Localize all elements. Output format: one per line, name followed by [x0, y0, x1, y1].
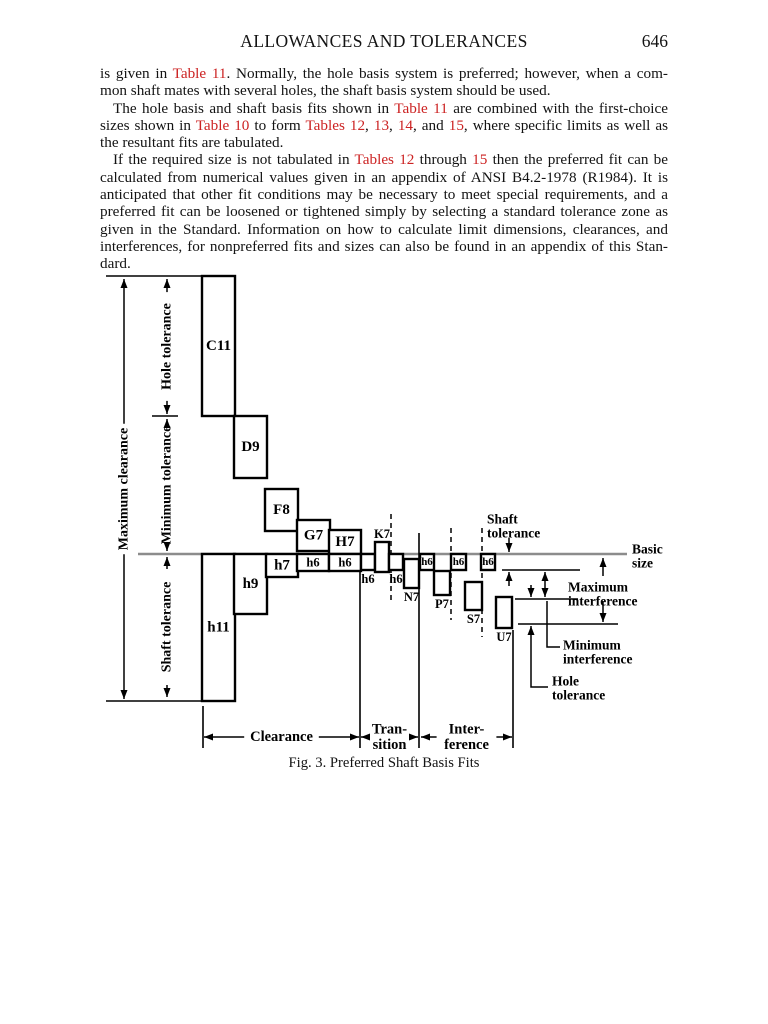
zone-label-h7: h7 — [274, 557, 290, 574]
text-segment: through — [414, 151, 473, 169]
text-segment: . Normally, the hole basis system is preferred; however, when a com- — [226, 65, 668, 82]
table-link[interactable]: Table 11 — [394, 99, 448, 117]
table-link[interactable]: 14 — [397, 116, 414, 134]
text-segment: given in the Standard. Information on how to calculate limit dimensions, clearances, and — [100, 220, 668, 238]
label-shaft-tolerance: Shaft — [487, 511, 518, 527]
zone-label-H7: H7 — [335, 534, 355, 550]
fit-zone-label-interference: ference — [444, 737, 489, 753]
text-segment: dard. — [100, 255, 131, 273]
dim-label-maximum-clearance: Maximum clearance — [116, 427, 132, 551]
dim-label-shaft-tolerance: Shaft tolerance — [159, 581, 175, 673]
text-segment: The hole basis and shaft basis fits shown in — [113, 99, 395, 117]
text-segment: anticipated that other fit conditions may be necessary to meet special requirements, and a — [100, 186, 668, 204]
tolerance-zone-h6 — [361, 554, 375, 570]
tolerance-zone-N7 — [404, 559, 419, 588]
zone-label-U7: U7 — [496, 630, 512, 644]
zone-label-F8: F8 — [273, 502, 290, 518]
zone-label-h6: h6 — [389, 572, 403, 586]
text-segment: to form — [249, 116, 306, 134]
fit-zone-label-transition: sition — [372, 737, 407, 753]
label-hole-tolerance: Hole — [552, 673, 579, 689]
table-link[interactable]: 15 — [472, 151, 488, 169]
zone-label-G7: G7 — [303, 527, 324, 544]
label-basic-size: size — [632, 555, 653, 571]
label-basic-size: Basic — [632, 541, 663, 557]
zone-label-h6: h6 — [361, 572, 375, 586]
zone-label-h6: h6 — [421, 556, 433, 568]
text-segment: the resultant fits are tabulated. — [100, 134, 284, 152]
text-segment: , — [389, 116, 398, 134]
tolerance-zone-S7 — [465, 582, 482, 610]
text-segment: , — [365, 116, 374, 134]
fit-zone-label-clearance: Clearance — [250, 729, 313, 745]
zone-label-C11: C11 — [205, 338, 232, 354]
table-link[interactable]: Table 11 — [172, 65, 227, 82]
tolerance-zone-P7 — [434, 571, 450, 595]
text-segment: mon shaft mates with several holes, the shaft basis system should be used. — [100, 82, 551, 100]
label-shaft-tolerance: tolerance — [487, 525, 541, 541]
table-link[interactable]: Tables 12 — [305, 116, 366, 134]
label-maximum-interference: Maximum — [568, 579, 628, 595]
table-link[interactable]: Table 10 — [195, 116, 250, 134]
tolerance-zone-h6 — [389, 554, 403, 570]
zone-label-h11: h11 — [207, 619, 230, 636]
text-segment: then the preferred fit can be — [487, 151, 668, 169]
text-segment: sizes shown in — [100, 116, 196, 134]
tolerance-zone-U7 — [496, 597, 512, 628]
zone-label-h6: h6 — [482, 556, 494, 568]
label-minimum-interference: Minimum — [563, 637, 621, 653]
page-title: ALLOWANCES AND TOLERANCES — [240, 31, 528, 51]
zone-label-h6: h6 — [306, 555, 320, 570]
table-link[interactable]: 15 — [448, 116, 464, 134]
text-segment: is given in — [100, 65, 173, 82]
zone-label-D9: D9 — [241, 439, 260, 455]
label-hole-tolerance: tolerance — [552, 687, 606, 703]
fit-zone-label-interference: Inter- — [448, 721, 485, 738]
text-segment: , and — [413, 116, 449, 134]
zone-label-P7: P7 — [435, 597, 449, 611]
zone-label-h9: h9 — [242, 576, 259, 592]
zone-label-h6: h6 — [338, 555, 352, 570]
zone-label-S7: S7 — [466, 612, 481, 626]
text-segment: preferred fit can be loosened or tightened simply by selecting a standard tolerance zone as — [100, 203, 668, 221]
tolerance-zone-K7 — [375, 542, 389, 572]
table-link[interactable]: Tables 12 — [354, 151, 415, 169]
zone-label-K7: K7 — [374, 527, 390, 541]
dim-label-hole-tolerance: Hole tolerance — [159, 303, 175, 390]
zone-label-N7: N7 — [403, 590, 420, 604]
label-minimum-interference: interference — [563, 651, 633, 667]
figure-caption: Fig. 3. Preferred Shaft Basis Fits — [288, 755, 480, 771]
table-link[interactable]: 13 — [373, 116, 390, 134]
label-maximum-interference: interference — [568, 593, 638, 609]
text-segment: are combined with the first-choice — [447, 99, 668, 117]
text-segment: , where specific limits as well as — [463, 116, 668, 134]
hole-tolerance-leader — [531, 626, 548, 687]
text-segment: calculated from numerical values given in an appendix of ANSI B4.2-1978 (R1984). It is — [100, 168, 668, 186]
page-number: 646 — [641, 31, 668, 51]
zone-label-h6: h6 — [452, 556, 465, 568]
fit-zone-label-transition: Tran- — [371, 721, 408, 738]
dim-label-minimum-tolerance: Minimum tolerance — [159, 425, 175, 545]
text-segment: If the required size is not tabulated in — [113, 151, 355, 169]
text-segment: interferences, for nonpreferred fits and sizes can also be found in an appendix of this Stan- — [100, 237, 668, 255]
